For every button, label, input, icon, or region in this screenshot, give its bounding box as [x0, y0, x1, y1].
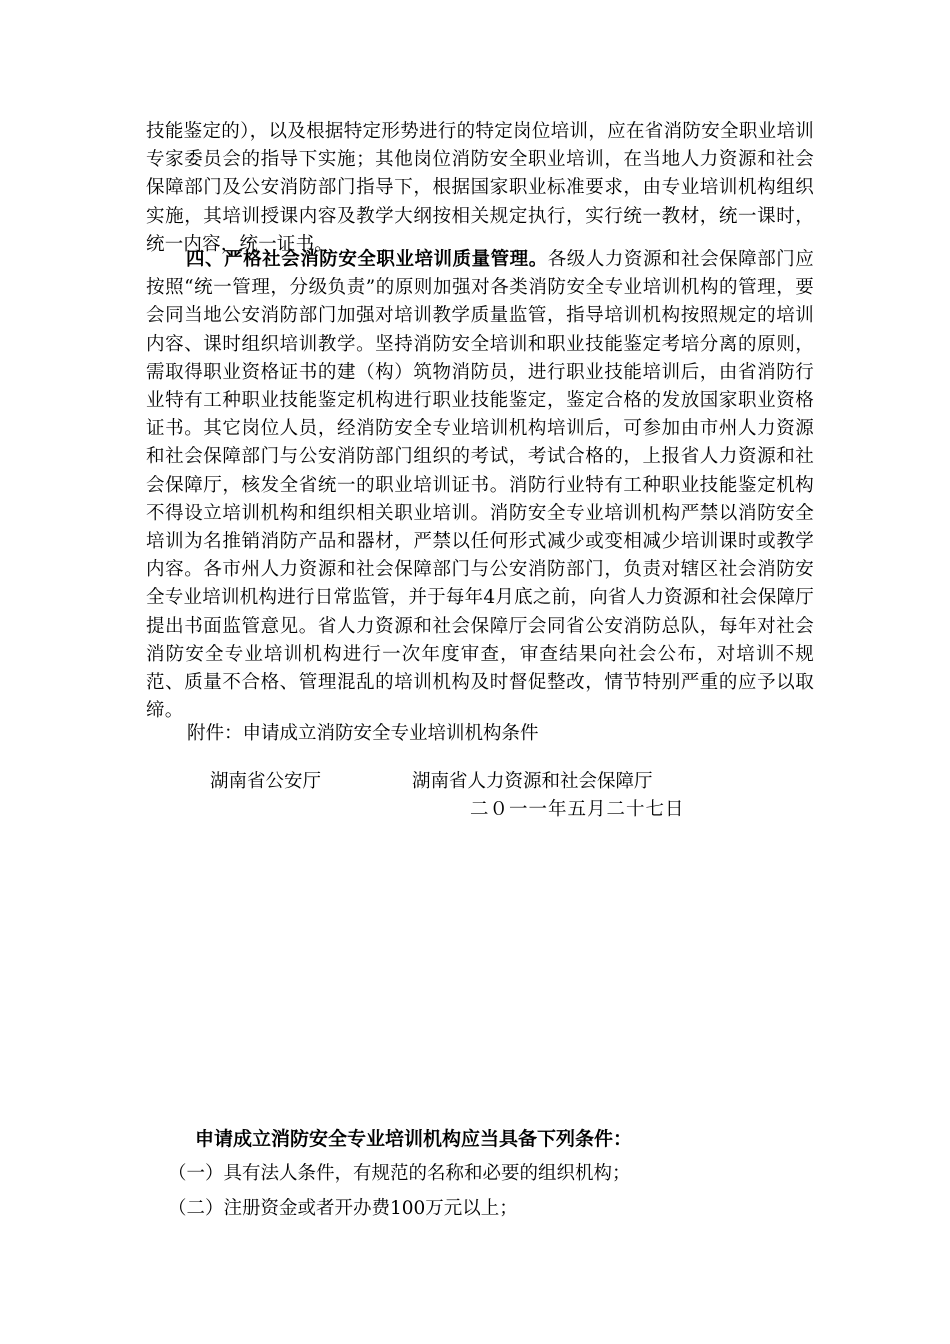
- appendix-title: 申请成立消防安全专业培训机构应当具备下列条件：: [195, 1128, 633, 1150]
- signature-date: 二０一一年五月二十七日: [470, 799, 685, 820]
- appendix-item: （二）注册资金或者开办费100万元以上；: [168, 1198, 518, 1219]
- paragraph-quality-management: [146, 246, 814, 725]
- attachment-line: 附件：申请成立消防安全专业培训机构条件: [187, 723, 539, 744]
- section-heading: 四、严格社会消防安全职业培训质量管理。: [186, 249, 548, 270]
- signature-public-security: 湖南省公安厅: [210, 771, 322, 792]
- appendix-item: （一）具有法人条件，有规范的名称和必要的组织机构；: [168, 1163, 631, 1184]
- paragraph-training-implementation: 技能鉴定的），以及根据特定形势进行的特定岗位培训，应在省消防安全职业培训专家委员会的指导下实施；其他岗位消防安全职业培训，在当地人力资源和社会保障部门及公安消防部门指导下，根据国家职业标准要求，由专业培训机构组织实施，其培训授课内容及教学大纲按相关规定执行，实行统一教材，统一课时，统一内容，统一证书。: [146, 121, 814, 255]
- signature-human-resources: 湖南省人力资源和社会保障厅: [412, 771, 653, 792]
- section-body: 各级人力资源和社会保障部门应按照“统一管理，分级负责”的原则加强对各类消防安全专业培训机构的管理，要会同当地公安消防部门加强对培训教学质量监管，指导培训机构按照规定的培训内容、课时组织培训教学。坚持消防安全培训和职业技能鉴定考培分离的原则，需取得职业资格证书的建（构）筑物消防员，进行职业技能培训后，由省消防行业特有工种职业技能鉴定机构进行职业技能鉴定，鉴定合格的发放国家职业资格证书。其它岗位人员，经消防安全专业培训机构培训后，可参加由市州人力资源和社会保障部门与公安消防部门组织的考试，考试合格的，上报省人力资源和社会保障厅，核发全省统一的职业培训证书。消防行业特有工种职业技能鉴定机构不得设立培训机构和组织相关职业培训。消防安全专业培训机构严禁以消防安全培训为名推销消防产品和器材，严禁以任何形式减少或变相减少培训课时或教学内容。各市州人力资源和社会保障部门与公安消防部门，负责对辖区社会消防安全专业培训机构进行日常监管，并于每年4月底之前，向省人力资源和社会保障厅提出书面监管意见。省人力资源和社会保障厅会同省公安消防总队，每年对社会消防安全专业培训机构进行一次年度审查，审查结果向社会公布，对培训不规范、质量不合格、管理混乱的培训机构及时督促整改，情节特别严重的应予以取缔。: [146, 249, 814, 722]
